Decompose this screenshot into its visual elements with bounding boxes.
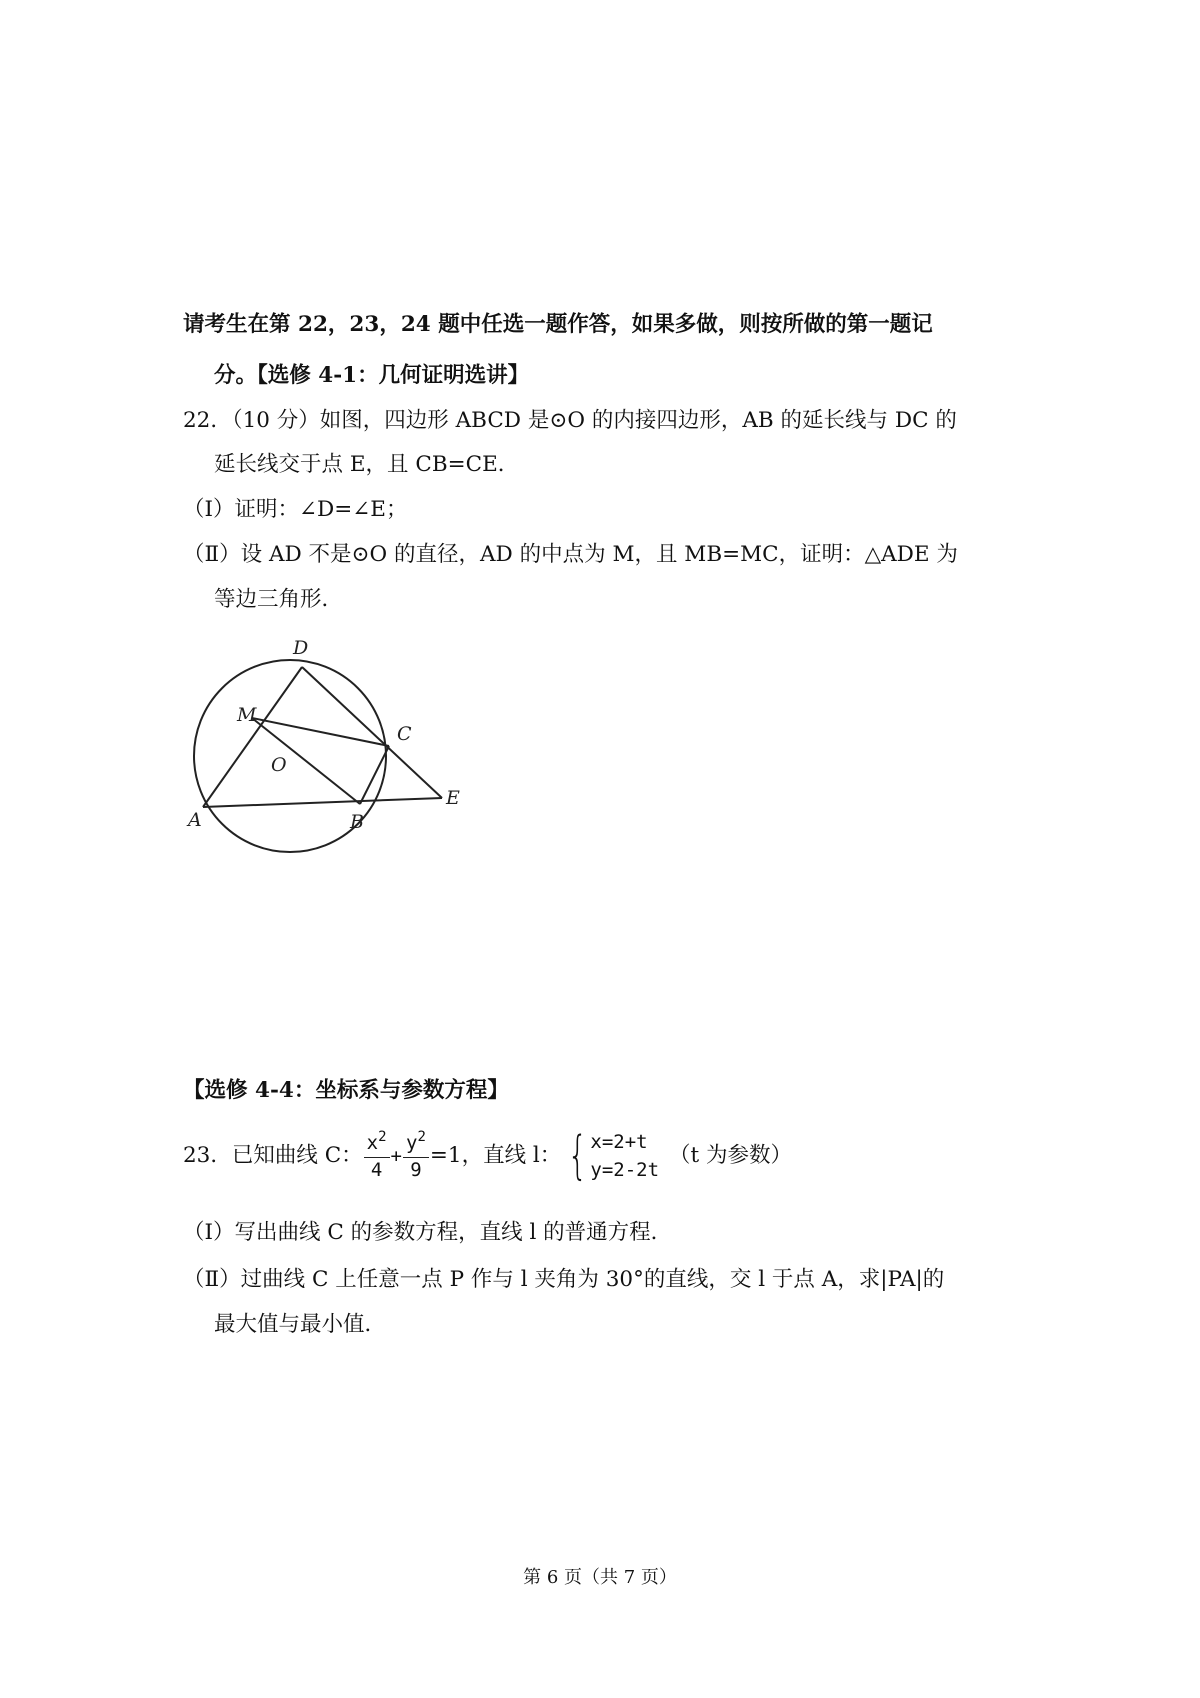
segment-mb: [252, 718, 360, 804]
intro-line-1: 请考生在第 22，23，24 题中任选一题作答，如果多做，则按所做的第一题记: [183, 312, 933, 337]
plus-sign: +: [390, 1145, 402, 1167]
page-footer: 第 6 页（共 7 页）: [523, 1567, 677, 1588]
q23-suffix: （t 为参数）: [669, 1143, 793, 1168]
label-e: E: [446, 787, 460, 809]
frac2-numerator: y: [406, 1131, 418, 1154]
q23-part-2-line-2: 最大值与最小值．: [214, 1312, 387, 1337]
frac2-denominator: 9: [410, 1158, 422, 1181]
label-d: D: [293, 637, 309, 659]
frac2-exponent: 2: [417, 1128, 426, 1145]
label-o: O: [271, 754, 287, 776]
system-row-x: x=2+t: [590, 1131, 648, 1153]
q23-part-2-line-1: （Ⅱ）过曲线 C 上任意一点 P 作与 l 夹角为 30°的直线，交 l 于点 A，求|PA|的: [183, 1267, 945, 1292]
fraction-x2-over-4: [364, 1128, 390, 1182]
segment-ae: [203, 798, 442, 807]
q22-line-2: 延长线交于点 E，且 CB=CE．: [214, 452, 520, 477]
segment-mc: [252, 718, 389, 746]
label-b: B: [350, 811, 364, 833]
section-2-title: 【选修 4-4：坐标系与参数方程】: [183, 1078, 509, 1103]
parametric-system: [561, 1128, 659, 1184]
fraction-y2-over-9: [403, 1128, 429, 1182]
frac1-numerator: x: [366, 1131, 379, 1154]
circle-quadrilateral-diagram: [185, 632, 465, 867]
q23-prefix: 23．已知曲线 C：: [183, 1143, 363, 1168]
q22-part-2-line-1: （Ⅱ）设 AD 不是⊙O 的直径，AD 的中点为 M，且 MB=MC，证明：△ADE 为: [183, 542, 958, 567]
q23-equation-rest: =1，直线 l：: [429, 1143, 562, 1168]
left-brace-icon: {: [567, 1126, 588, 1186]
system-row-y: y=2-2t: [590, 1159, 660, 1181]
frac1-exponent: 2: [378, 1128, 387, 1145]
q23-part-1: （Ⅰ）写出曲线 C 的参数方程，直线 l 的普通方程．: [183, 1220, 673, 1245]
intro-line-2: 分。【选修 4-1：几何证明选讲】: [214, 363, 530, 388]
label-m: M: [237, 704, 257, 726]
segment-ad: [203, 667, 302, 807]
q22-part-2-line-2: 等边三角形．: [214, 587, 344, 612]
frac1-denominator: 4: [370, 1158, 383, 1181]
q22-part-1: （Ⅰ）证明：∠D=∠E；: [183, 497, 408, 522]
label-c: C: [397, 723, 412, 745]
q23-statement: [183, 1128, 792, 1184]
q22-line-1: 22．（10 分）如图，四边形 ABCD 是⊙O 的内接四边形，AB 的延长线与 DC 的: [183, 408, 957, 433]
geometry-figure: [185, 632, 465, 867]
label-a: A: [188, 809, 202, 831]
